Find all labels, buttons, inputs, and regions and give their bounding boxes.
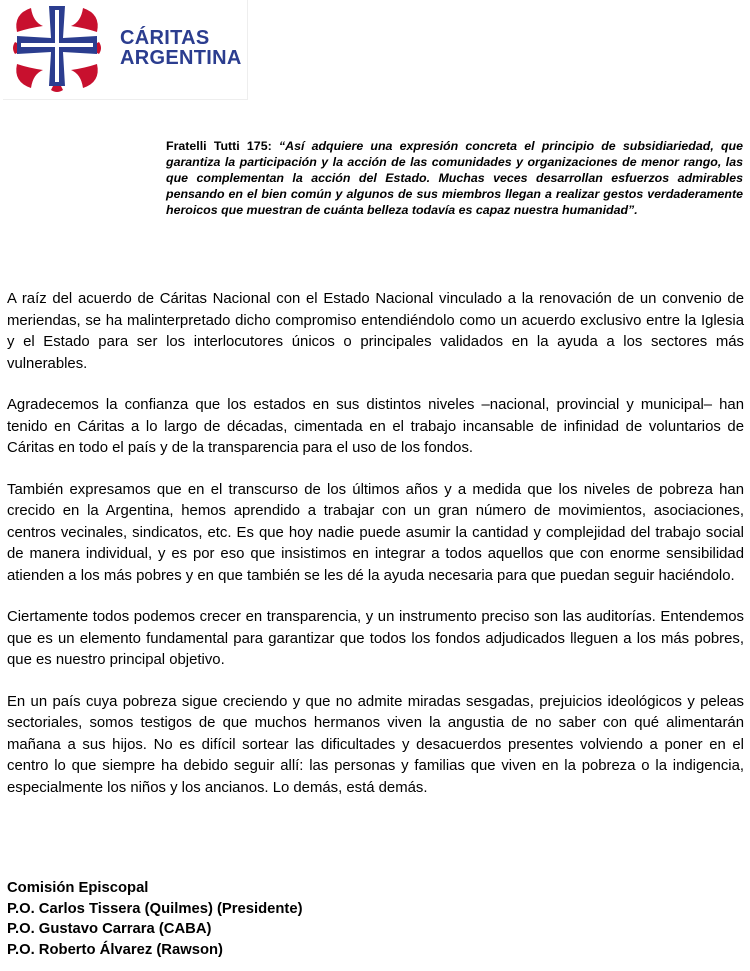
- quote-lead: Fratelli Tutti 175:: [166, 139, 279, 153]
- paragraph-2: Agradecemos la confianza que los estados en sus distintos niveles –nacional, provincial y municipal– han tenido en Cáritas a lo largo de décadas, cimentada en el trabajo incansable de infinidad de voluntarios de Cáritas en todo el país y de la transparencia para el uso de los fondos.: [7, 397, 744, 456]
- signature-org: Comisión Episcopal: [7, 880, 149, 896]
- logo-line-2: ARGENTINA: [120, 47, 242, 69]
- signature-line-2: P.O. Gustavo Carrara (CABA): [7, 921, 212, 937]
- paragraph-5: En un país cuya pobreza sigue creciendo y que no admite miradas sesgadas, prejuicios ideológicos y peleas sectoriales, somos testigos de que muchos hermanos viven la angustia de no saber con qué alimentarán mañana a sus hijos. No es difícil sortear las dificultades y desacuerdos presentes volviendo a poner en el centro lo que siempre ha debido seguir allí: las personas y familias que viven en la pobreza o la indigencia, especialmente los niños y los ancianos. Lo demás, está demás.: [7, 693, 744, 796]
- logo-line-1: CÁRITAS: [120, 27, 210, 49]
- signature-line-1: P.O. Carlos Tissera (Quilmes) (Presidente): [7, 900, 303, 917]
- paragraph-1: A raíz del acuerdo de Cáritas Nacional con el Estado Nacional vinculado a la renovación de un convenio de meriendas, se ha malinterpretado dicho compromiso entendiéndolo como un acuerdo exclusivo entre la Iglesia y el Estado para ser los interlocutores únicos o principales validados en la ayuda a los sectores más vulnerables.: [7, 291, 744, 372]
- paragraph-4: Ciertamente todos podemos crecer en transparencia, y un instrumento preciso son las auditorías. Entendemos que es un elemento fundamental para garantizar que todos los fondos adjudicados lleguen a los más pobres, que es nuestro principal objetivo.: [7, 609, 744, 668]
- caritas-wordmark: [120, 28, 242, 68]
- caritas-cross-icon: [11, 2, 103, 94]
- paragraph-3: También expresamos que en el transcurso de los últimos años y a medida que los niveles de pobreza han crecido en la Argentina, hemos aprendido a trabajar con un gran número de movimientos, asociaciones, centros vecinales, sindicatos, etc. Es que hoy nadie puede asumir la cantidad y complejidad del trabajo social de manera individual, y es por eso que insistimos en integrar a todos aquellos que con enorme sensibilidad atienden a los más pobres y en que también se les dé la ayuda necesaria para que puedan seguir haciéndolo.: [7, 481, 744, 584]
- signature-block: [7, 878, 303, 960]
- caritas-logo: [3, 0, 248, 100]
- signature-line-3: P.O. Roberto Álvarez (Rawson): [7, 941, 223, 958]
- quote-text: “Así adquiere una expresión concreta el principio de subsidiariedad, que garantiza la participación y la acción de las comunidades y organizaciones de menor rango, las que complementan la acción del Estado. Muchas veces desarrollan esfuerzos admirables pensando en el bien común y algunos de sus miembros llegan a realizar gestos verdaderamente heroicos que muestran de cuánta belleza todavía es capaz nuestra humanidad”.: [166, 139, 743, 217]
- statement-body: [7, 289, 744, 819]
- epigraph-quote: [166, 138, 743, 218]
